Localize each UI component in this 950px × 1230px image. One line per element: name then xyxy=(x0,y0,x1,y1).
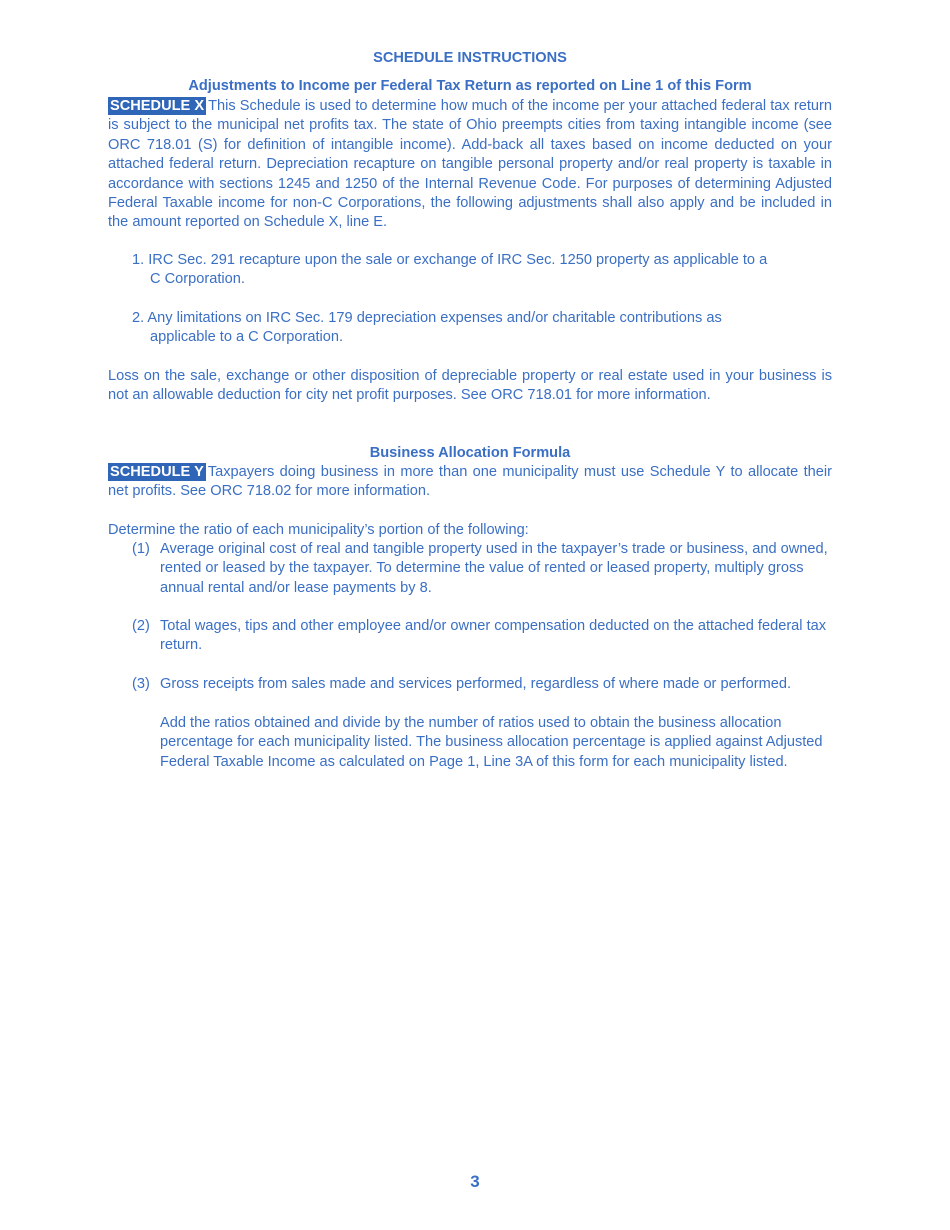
ratio-number: (2) xyxy=(132,618,150,634)
ratio-text: Total wages, tips and other employee and/or owner compensation deducted on the attached federal tax return. xyxy=(160,618,827,654)
item-text-line2: applicable to a C Corporation. xyxy=(150,329,344,346)
item-number: 1. xyxy=(132,252,145,268)
ratio-number: (1) xyxy=(132,541,150,557)
schedule-x-item-2 xyxy=(132,309,832,348)
ratio-text: Average original cost of real and tangible property used in the taxpayer’s trade or business, and owned, rented or leased by the taxpayer. To determine the value of rented or leased property, multiply gross annual rental and/or lease payments by 8. xyxy=(160,541,828,596)
loss-note: Loss on the sale, exchange or other disposition of depreciable property or real estate used in your business is not an allowable deduction for city net profit purposes. See ORC 718.01 for more information. xyxy=(108,368,832,404)
schedule-y-intro-text: Taxpayers doing business in more than one municipality must use Schedule Y to allocate their net profits. See ORC 718.02 for more information. xyxy=(108,464,832,500)
schedule-x-intro-text: This Schedule is used to determine how much of the income per your attached federal tax return is subject to the municipal net profits tax. The state of Ohio preempts cities from taxing intangible income (see ORC 718.01 (S) for definition of intangible income). Add-back all taxes based on income deducted on your attached federal return. Depreciation recapture on tangible personal property and/or real property is taxable in accordance with sections 1245 and 1250 of the Internal Revenue Code. For purposes of determining Adjusted Federal Taxable income for non-C Corporations, the following adjustments shall also apply and be included in the amount reported on Schedule X, line E. xyxy=(108,98,832,231)
item-text-line1: Any limitations on IRC Sec. 179 depreciation expenses and/or charitable contributions as xyxy=(147,310,722,326)
schedule-y-heading: Business Allocation Formula xyxy=(369,445,571,461)
allocation-closing-text: Add the ratios obtained and divide by the number of ratios used to obtain the business allocation percentage for each municipality listed. The business allocation percentage is applied against Adjusted Federal Taxable Income as calculated on Page 1, Line 3A of this form for each municipality listed. xyxy=(160,715,823,770)
ratio-item-3 xyxy=(132,675,832,694)
page-number: 3 xyxy=(470,1172,480,1191)
ratio-text: Gross receipts from sales made and services performed, regardless of where made or performed. xyxy=(160,676,792,692)
ratio-item-2 xyxy=(132,617,832,656)
page-title: SCHEDULE INSTRUCTIONS xyxy=(373,50,567,66)
schedule-x-heading: Adjustments to Income per Federal Tax Return as reported on Line 1 of this Form xyxy=(188,78,752,94)
ratio-item-1 xyxy=(132,540,832,598)
ratio-number: (3) xyxy=(132,676,150,692)
schedule-x-intro xyxy=(108,97,832,233)
item-text-line2: C Corporation. xyxy=(150,271,245,288)
item-text-line1: IRC Sec. 291 recapture upon the sale or exchange of IRC Sec. 1250 property as applicable to a xyxy=(148,252,768,268)
schedule-y-intro xyxy=(108,463,832,502)
schedule-x-item-1 xyxy=(132,251,832,290)
item-number: 2. xyxy=(132,310,145,326)
schedule-y-badge: SCHEDULE Y xyxy=(110,464,204,480)
ratio-determine-text: Determine the ratio of each municipality’s portion of the following: xyxy=(108,522,529,538)
schedule-x-badge: SCHEDULE X xyxy=(110,98,205,114)
